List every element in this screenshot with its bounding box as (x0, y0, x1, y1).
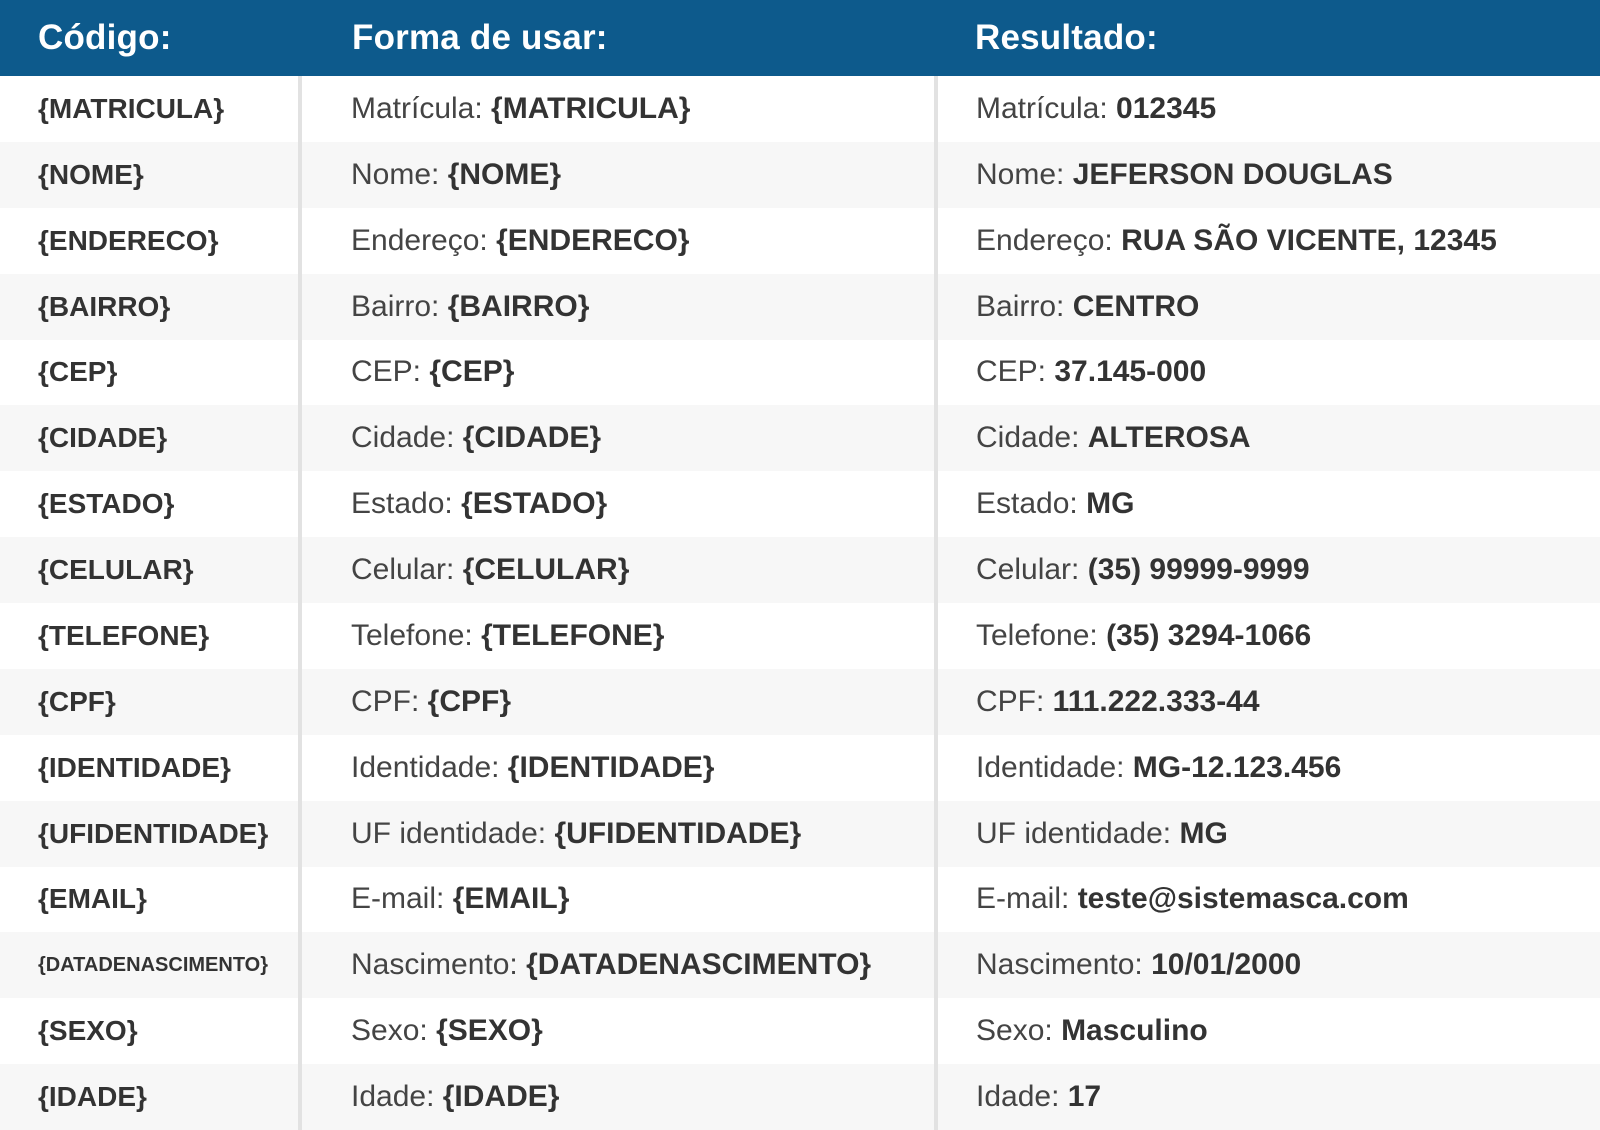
usage-cell (302, 801, 938, 867)
result-label: Endereço: (976, 223, 1122, 257)
table-row (0, 76, 1600, 142)
table-row (0, 142, 1600, 208)
result-label: Telefone: (976, 618, 1107, 652)
usage-label: CEP: (351, 355, 430, 389)
result-label: Identidade: (976, 750, 1133, 784)
result-cell (938, 735, 1600, 801)
table-row (0, 340, 1600, 406)
table-row (0, 471, 1600, 537)
usage-label: Nome: (351, 157, 448, 191)
usage-label: Identidade: (351, 750, 508, 784)
code-cell: {CELULAR} (0, 537, 302, 603)
usage-label: Estado: (351, 487, 462, 521)
code-cell: {ENDERECO} (0, 208, 302, 274)
code-cell: {CEP} (0, 340, 302, 406)
table-body (0, 76, 1600, 1130)
usage-code: {CEP} (429, 355, 515, 389)
result-value: 111.222.333-44 (1052, 684, 1260, 718)
result-value: teste@sistemasca.com (1077, 882, 1409, 916)
result-value: MG (1179, 816, 1228, 850)
result-cell (938, 76, 1600, 142)
code-cell: {UFIDENTIDADE} (0, 801, 302, 867)
result-cell (938, 867, 1600, 933)
usage-label: Nascimento: (351, 948, 527, 982)
usage-code: {CPF} (427, 684, 512, 718)
result-cell (938, 340, 1600, 406)
usage-label: Celular: (351, 553, 463, 587)
usage-code: {ENDERECO} (496, 223, 690, 257)
result-value: 012345 (1116, 91, 1217, 125)
result-value: JEFERSON DOUGLAS (1072, 157, 1393, 191)
usage-cell (302, 998, 938, 1064)
header-usage: Forma de usar: (352, 18, 608, 57)
usage-code: {NOME} (447, 157, 562, 191)
table-row (0, 603, 1600, 669)
usage-cell (302, 603, 938, 669)
usage-label: Matrícula: (351, 91, 492, 125)
table-row (0, 801, 1600, 867)
result-label: Matrícula: (976, 91, 1117, 125)
code-cell: {IDADE} (0, 1064, 302, 1130)
usage-cell (302, 405, 938, 471)
usage-cell (302, 1064, 938, 1130)
code-cell: {CPF} (0, 669, 302, 735)
result-label: CEP: (976, 355, 1055, 389)
table-row (0, 537, 1600, 603)
result-label: Bairro: (976, 289, 1073, 323)
usage-label: Cidade: (351, 421, 463, 455)
result-cell (938, 405, 1600, 471)
result-label: Nascimento: (976, 948, 1152, 982)
result-cell (938, 669, 1600, 735)
result-value: MG-12.123.456 (1132, 750, 1342, 784)
usage-code: {SEXO} (436, 1014, 543, 1048)
code-cell: {IDENTIDADE} (0, 735, 302, 801)
result-value: CENTRO (1072, 289, 1200, 323)
header-result: Resultado: (975, 18, 1158, 57)
usage-cell (302, 735, 938, 801)
result-label: UF identidade: (976, 816, 1180, 850)
code-cell: {TELEFONE} (0, 603, 302, 669)
usage-code: {IDENTIDADE} (507, 750, 715, 784)
usage-cell (302, 274, 938, 340)
result-cell (938, 142, 1600, 208)
header-code: Código: (38, 18, 172, 57)
table-header (0, 0, 1600, 76)
usage-cell (302, 932, 938, 998)
usage-code: {CELULAR} (462, 553, 630, 587)
usage-label: Bairro: (351, 289, 448, 323)
result-cell (938, 603, 1600, 669)
usage-label: Endereço: (351, 223, 497, 257)
result-value: Masculino (1061, 1014, 1208, 1048)
result-cell (938, 537, 1600, 603)
result-cell (938, 932, 1600, 998)
usage-cell (302, 867, 938, 933)
table-row (0, 932, 1600, 998)
result-label: Celular: (976, 553, 1088, 587)
result-label: Nome: (976, 157, 1073, 191)
usage-cell (302, 537, 938, 603)
code-cell: {MATRICULA} (0, 76, 302, 142)
code-cell: {BAIRRO} (0, 274, 302, 340)
code-cell: {NOME} (0, 142, 302, 208)
usage-code: {CIDADE} (462, 421, 602, 455)
usage-label: UF identidade: (351, 816, 555, 850)
code-cell: {EMAIL} (0, 867, 302, 933)
table-row (0, 998, 1600, 1064)
result-cell (938, 208, 1600, 274)
table-row (0, 405, 1600, 471)
table-row (0, 274, 1600, 340)
result-value: RUA SÃO VICENTE, 12345 (1121, 223, 1497, 257)
usage-cell (302, 76, 938, 142)
result-label: Cidade: (976, 421, 1088, 455)
result-label: Idade: (976, 1080, 1068, 1114)
result-value: (35) 99999-9999 (1087, 553, 1310, 587)
code-cell: {SEXO} (0, 998, 302, 1064)
usage-code: {TELEFONE} (481, 618, 665, 652)
code-cell: {CIDADE} (0, 405, 302, 471)
usage-cell (302, 340, 938, 406)
usage-label: Telefone: (351, 618, 482, 652)
code-cell: {DATADENASCIMENTO} (0, 932, 302, 998)
usage-code: {BAIRRO} (447, 289, 590, 323)
result-value: (35) 3294-1066 (1106, 618, 1312, 652)
usage-code: {IDADE} (442, 1080, 560, 1114)
usage-cell (302, 142, 938, 208)
usage-code: {UFIDENTIDADE} (554, 816, 802, 850)
table-row (0, 735, 1600, 801)
result-value: 10/01/2000 (1151, 948, 1302, 982)
result-cell (938, 801, 1600, 867)
usage-cell (302, 471, 938, 537)
result-cell (938, 471, 1600, 537)
table-row (0, 208, 1600, 274)
result-cell (938, 1064, 1600, 1130)
table-row (0, 669, 1600, 735)
usage-label: Idade: (351, 1080, 443, 1114)
code-cell: {ESTADO} (0, 471, 302, 537)
usage-label: E-mail: (351, 882, 453, 916)
usage-code: {DATADENASCIMENTO} (526, 948, 872, 982)
usage-code: {EMAIL} (452, 882, 570, 916)
usage-label: Sexo: (351, 1014, 437, 1048)
usage-code: {MATRICULA} (491, 91, 691, 125)
result-label: CPF: (976, 684, 1053, 718)
usage-cell (302, 208, 938, 274)
result-label: E-mail: (976, 882, 1078, 916)
result-cell (938, 998, 1600, 1064)
result-label: Sexo: (976, 1014, 1062, 1048)
usage-cell (302, 669, 938, 735)
result-label: Estado: (976, 487, 1087, 521)
result-value: MG (1086, 487, 1135, 521)
result-value: 17 (1067, 1080, 1102, 1114)
usage-code: {ESTADO} (461, 487, 608, 521)
table-row (0, 1064, 1600, 1130)
result-cell (938, 274, 1600, 340)
result-value: ALTEROSA (1087, 421, 1251, 455)
table-row (0, 867, 1600, 933)
result-value: 37.145-000 (1054, 355, 1207, 389)
usage-label: CPF: (351, 684, 428, 718)
